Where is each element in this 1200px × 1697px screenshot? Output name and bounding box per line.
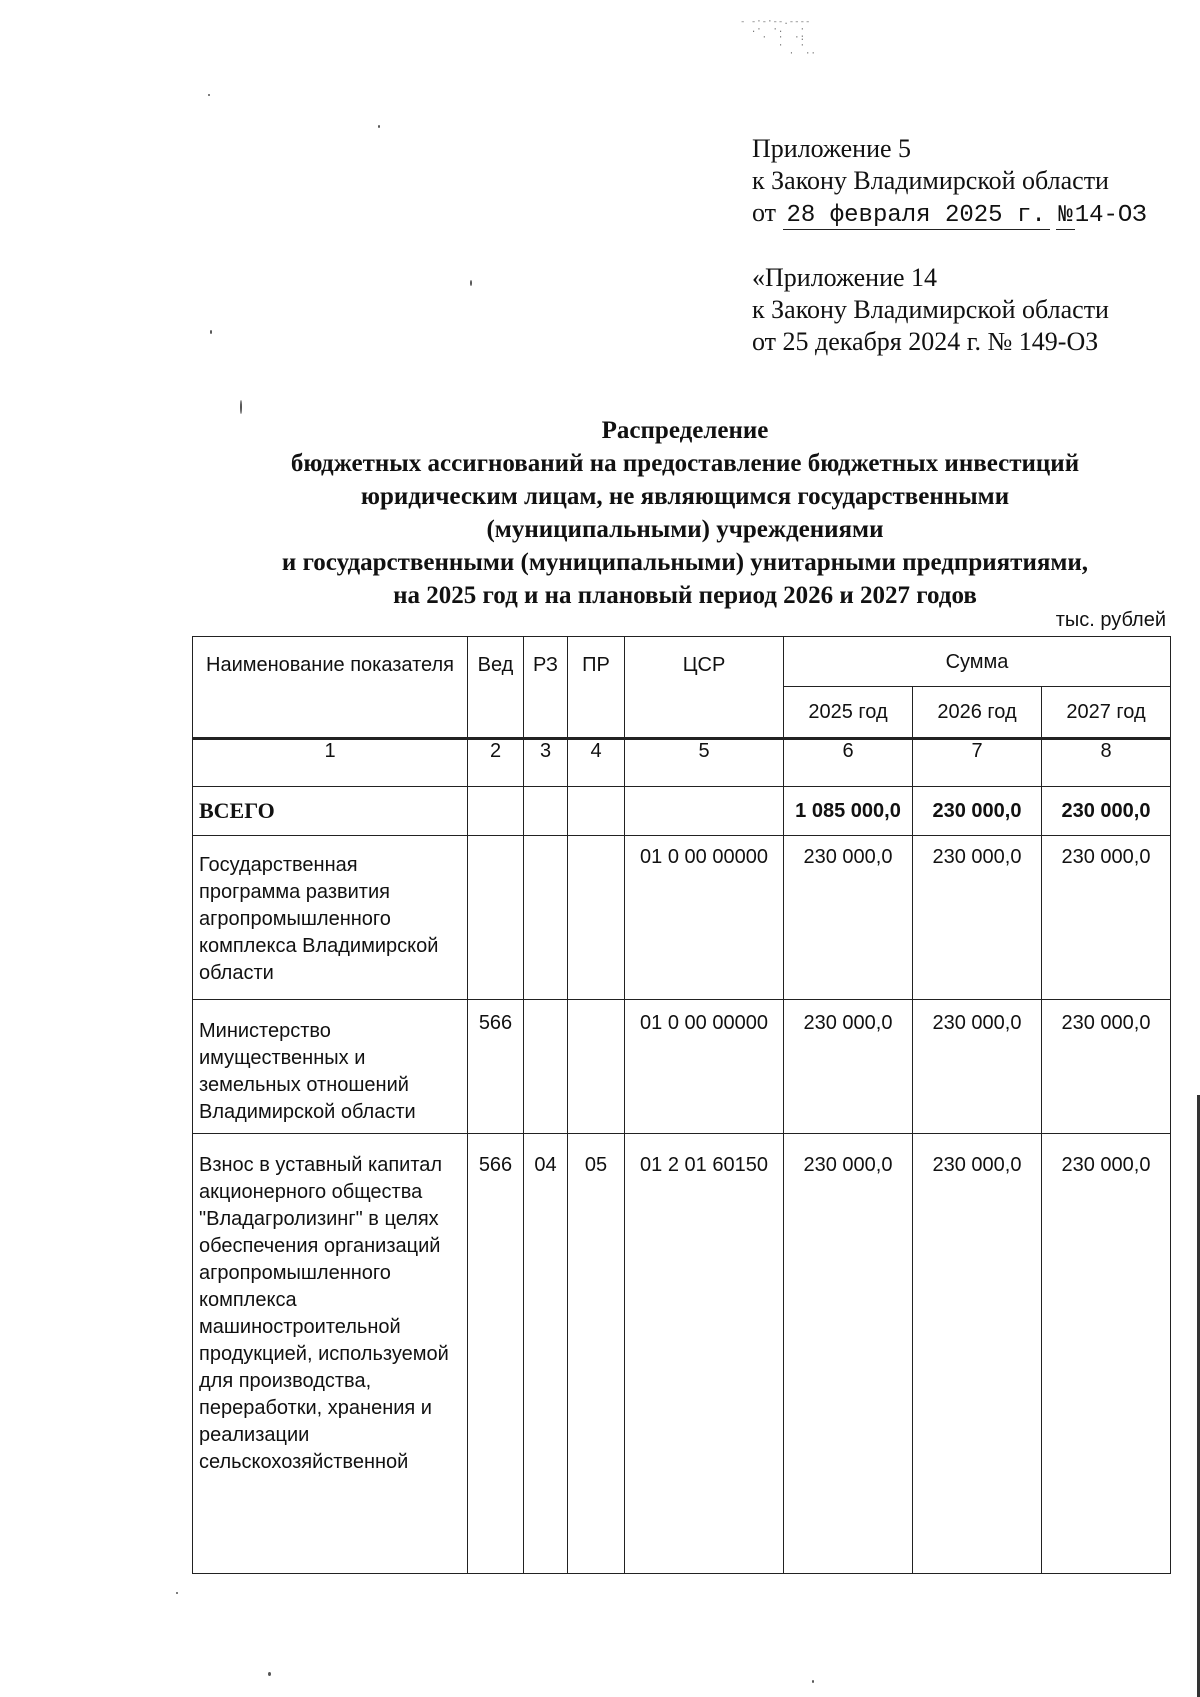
title-line-4: (муниципальными) учреждениями — [486, 516, 884, 543]
row-2027: 230 000,0 — [1042, 1000, 1171, 1134]
title-line-3: юридическим лицам, не являющимся государственными — [360, 483, 1010, 510]
scan-speck — [176, 1592, 178, 1594]
approval-date: 28 февраля 2025 г. — [783, 203, 1050, 230]
row-rz: 04 — [524, 1134, 568, 1574]
column-number: 1 — [193, 739, 468, 787]
header-sum: Сумма — [784, 637, 1171, 687]
total-row — [193, 787, 1171, 836]
previous-approval-block — [752, 262, 1109, 358]
scan-speck — [268, 1672, 271, 1676]
row-rz — [524, 1000, 568, 1134]
row-rz — [524, 836, 568, 1000]
column-numbers-row — [193, 739, 1171, 787]
approval-date-line — [752, 197, 1147, 232]
column-number: 5 — [625, 739, 784, 787]
scan-noise: - -·-·--.---- .· ·. · · · ·: · · · ·· — [740, 17, 816, 59]
total-label: ВСЕГО — [193, 787, 468, 836]
scan-speck — [812, 1680, 814, 1683]
row-ved: 566 — [468, 1000, 524, 1134]
total-ved — [468, 787, 524, 836]
row-2025: 230 000,0 — [784, 1000, 913, 1134]
title-line-2: бюджетных ассигнований на предоставление бюджетных инвестиций — [290, 450, 1080, 477]
units-label: тыс. рублей — [1055, 609, 1166, 631]
column-number: 3 — [524, 739, 568, 787]
row-name: Государственная программа развития агропромышленного комплекса Владимирской области — [193, 836, 468, 1000]
total-2027: 230 000,0 — [1042, 787, 1171, 836]
column-number: 8 — [1042, 739, 1171, 787]
table-row — [193, 1000, 1171, 1134]
row-name: Министерство имущественных и земельных отношений Владимирской области — [193, 1000, 468, 1134]
header-rz: РЗ — [524, 637, 568, 739]
row-ved: 566 — [468, 1134, 524, 1574]
header-name: Наименование показателя — [193, 637, 468, 739]
row-2027: 230 000,0 — [1042, 836, 1171, 1000]
row-pr — [568, 1000, 625, 1134]
title-line-1: Распределение — [601, 417, 769, 444]
row-name: Взнос в уставный капитал акционерного общества "Владагролизинг" в целях обеспечения организаций агропромышленного комплекса машиностроительной продукцией, используемой для производства, переработки, хранения и реализации сельскохозяйственной — [193, 1134, 468, 1574]
row-2025: 230 000,0 — [784, 1134, 913, 1574]
header-row — [193, 637, 1171, 687]
row-2027: 230 000,0 — [1042, 1134, 1171, 1574]
previous-date-line: от 25 декабря 2024 г. № 149-ОЗ — [752, 327, 1099, 356]
row-pr: 05 — [568, 1134, 625, 1574]
approval-block — [752, 133, 1147, 232]
previous-law-label: к Закону Владимирской области — [752, 295, 1109, 324]
column-number: 4 — [568, 739, 625, 787]
row-2026: 230 000,0 — [913, 1134, 1042, 1574]
header-pr: ПР — [568, 637, 625, 739]
header-csr: ЦСР — [625, 637, 784, 739]
header-year-2026: 2026 год — [913, 687, 1042, 739]
approval-appendix-label: Приложение 5 — [752, 134, 912, 163]
column-number: 7 — [913, 739, 1042, 787]
row-csr: 01 2 01 60150 — [625, 1134, 784, 1574]
title-line-6: на 2025 год и на плановый период 2026 и 2027 годов — [393, 582, 977, 609]
total-rz — [524, 787, 568, 836]
table-row — [193, 836, 1171, 1000]
scan-speck — [378, 125, 380, 128]
table-row — [193, 1134, 1171, 1574]
total-pr — [568, 787, 625, 836]
row-csr: 01 0 00 00000 — [625, 1000, 784, 1134]
budget-table — [192, 636, 1171, 1574]
row-csr: 01 0 00 00000 — [625, 836, 784, 1000]
row-ved — [468, 836, 524, 1000]
row-2025: 230 000,0 — [784, 836, 913, 1000]
row-pr — [568, 836, 625, 1000]
total-2025: 1 085 000,0 — [784, 787, 913, 836]
approval-number-prefix: № — [1058, 202, 1073, 229]
header-year-2027: 2027 год — [1042, 687, 1171, 739]
title-line-5: и государственными (муниципальными) унитарными предприятиями, — [281, 549, 1089, 576]
scan-speck — [240, 400, 242, 414]
row-2026: 230 000,0 — [913, 836, 1042, 1000]
total-2026: 230 000,0 — [913, 787, 1042, 836]
header-ved: Вед — [468, 637, 524, 739]
previous-appendix-label: «Приложение 14 — [752, 263, 938, 292]
scan-speck — [470, 280, 472, 286]
row-2026: 230 000,0 — [913, 1000, 1042, 1134]
column-number: 2 — [468, 739, 524, 787]
document-title — [190, 414, 1180, 612]
scan-speck — [208, 94, 210, 96]
header-year-2025: 2025 год — [784, 687, 913, 739]
total-csr — [625, 787, 784, 836]
approval-law-label: к Закону Владимирской области — [752, 166, 1109, 195]
scan-speck — [210, 330, 212, 334]
column-number: 6 — [784, 739, 913, 787]
approval-date-prefix: от — [752, 198, 777, 227]
approval-number: 14-ОЗ — [1074, 202, 1147, 229]
